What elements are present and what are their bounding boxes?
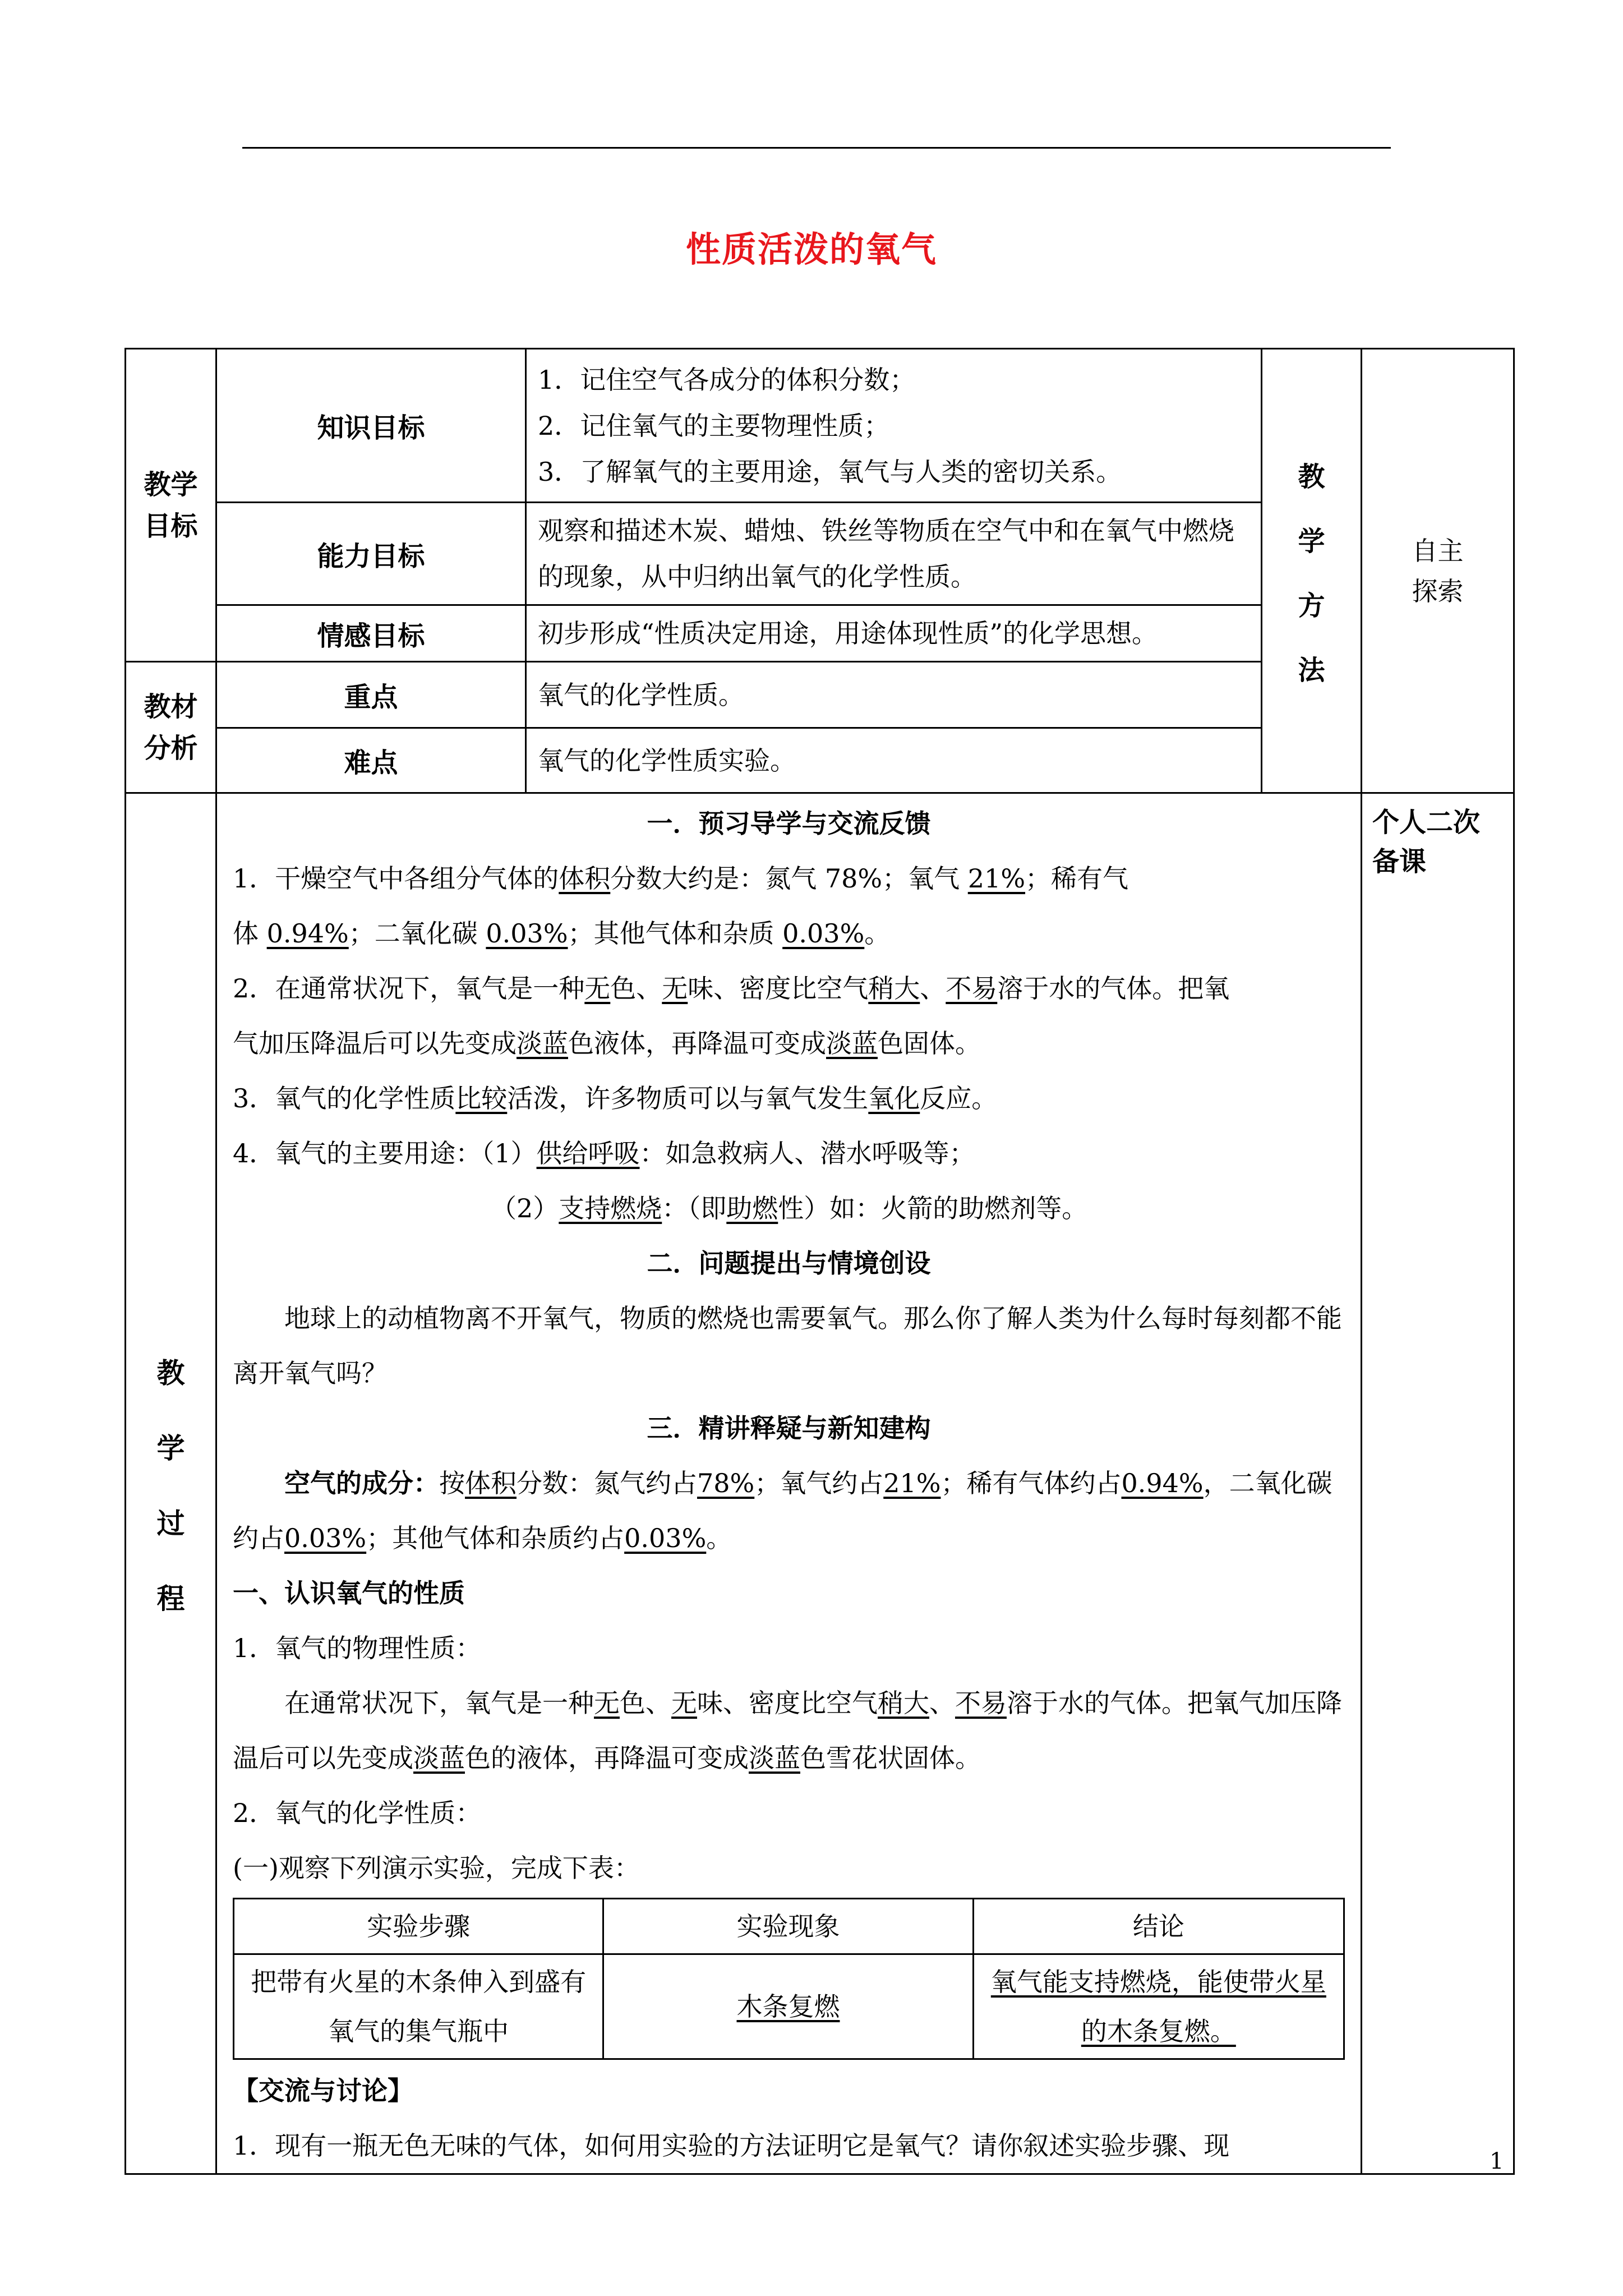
paragraph: 空气的成分：按体积分数：氮气约占78%；氧气约占21%；稀有气体约占0.94%，二氧化碳约占0.03%；其他气体和杂质约占0.03%。: [233, 1468, 1332, 1553]
ability-goal-label: 能力目标: [216, 503, 526, 605]
knowledge-item: 1．记住空气各成分的体积分数；: [538, 364, 916, 395]
subheading: 【交流与讨论】: [233, 2076, 413, 2106]
experiment-header: 实验步骤: [234, 1899, 603, 1954]
section-title: 二．问题提出与情境创设: [647, 1248, 931, 1278]
paragraph: 4．氧气的主要用途：（1）供给呼吸：如急救病人、潜水呼吸等；: [233, 1138, 975, 1168]
experiment-step: 把带有火星的木条伸入到盛有氧气的集气瓶中: [234, 1954, 603, 2059]
method-label: 教 学 方 法: [1262, 349, 1362, 793]
key-point-content: 氧气的化学性质。: [526, 662, 1262, 728]
knowledge-goal-content: [526, 349, 1262, 503]
difficulty-content: 氧气的化学性质实验。: [526, 728, 1262, 793]
process-content: [216, 793, 1362, 2174]
knowledge-item: 2．记住氧气的主要物理性质；: [538, 410, 890, 441]
experiment-header: 实验现象: [603, 1899, 973, 1954]
process-label: 教 学 过 程: [126, 793, 216, 2174]
section-title: 一．预习导学与交流反馈: [647, 808, 931, 839]
paragraph: （2）支持燃烧：（即助燃性）如：火箭的助燃剂等。: [491, 1193, 1088, 1223]
paragraph: 3．氧气的化学性质比较活泼，许多物质可以与氧气发生氧化反应。: [233, 1083, 998, 1114]
paragraph: (一)观察下列演示实验，完成下表：: [233, 1853, 640, 1883]
paragraph: 在通常状况下，氧气是一种无色、无味、密度比空气稍大、不易溶于水的气体。把氧气加压降温后可以先变成淡蓝色的液体，再降温可变成淡蓝色雪花状固体。: [233, 1688, 1342, 1773]
experiment-header: 结论: [973, 1899, 1344, 1954]
paragraph: 2．在通常状况下，氧气是一种无色、无味、密度比空气稍大、不易溶于水的气体。把氧 气加压降温后可以先变成淡蓝色液体，再降温可变成淡蓝色固体。: [233, 973, 1230, 1059]
subheading: 一、认识氧气的性质: [233, 1578, 465, 1608]
header-rule: [242, 147, 1391, 149]
paragraph: 地球上的动植物离不开氧气，物质的燃烧也需要氧气。那么你了解人类为什么每时每刻都不能离开氧气吗？: [233, 1303, 1342, 1388]
paragraph: 1．干燥空气中各组分气体的体积分数大约是：氮气 78%；氧气 21%；稀有气 体 0.94%；二氧化碳 0.03%；其他气体和杂质 0.03%。: [233, 863, 1129, 949]
knowledge-item: 3．了解氧气的主要用途，氧气与人类的密切关系。: [538, 456, 1122, 487]
experiment-phenomenon: 木条复燃: [603, 1954, 973, 2059]
experiment-table: [233, 1898, 1345, 2060]
analysis-label: 教材 分析: [126, 662, 216, 793]
difficulty-label: 难点: [216, 728, 526, 793]
paragraph: 2．氧气的化学性质：: [233, 1798, 482, 1828]
emotion-goal-label: 情感目标: [216, 605, 526, 662]
ability-goal-content: 观察和描述木炭、蜡烛、铁丝等物质在空气中和在氧气中燃烧的现象，从中归纳出氧气的化学性质。: [526, 503, 1262, 605]
paragraph: 1．氧气的物理性质：: [233, 1633, 482, 1663]
page-title: 性质活泼的氧气: [685, 229, 937, 270]
section-title: 三．精讲释疑与新知建构: [647, 1413, 931, 1443]
key-point-label: 重点: [216, 662, 526, 728]
emotion-goal-content: 初步形成“性质决定用途，用途体现性质”的化学思想。: [526, 605, 1262, 662]
second-prep-note: 个人二次 备课: [1362, 793, 1514, 2174]
experiment-conclusion: 氧气能支持燃烧，能使带火星的木条复燃。: [973, 1954, 1344, 2059]
goals-label: 教学 目标: [126, 349, 216, 662]
lesson-plan-table: [125, 348, 1515, 2175]
page-number: 1: [1490, 2148, 1504, 2174]
knowledge-goal-label: 知识目标: [216, 349, 526, 503]
paragraph: 1．现有一瓶无色无味的气体，如何用实验的方法证明它是氧气？请你叙述实验步骤、现: [233, 2131, 1230, 2161]
method-value: 自主 探索: [1362, 349, 1514, 793]
